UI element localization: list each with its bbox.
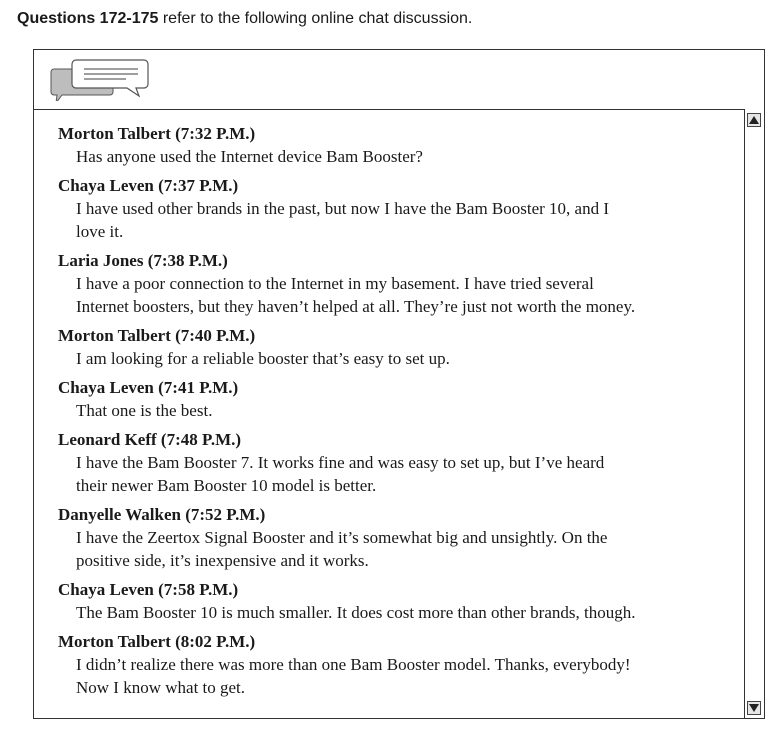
message-author: Danyelle Walken (7:52 P.M.) xyxy=(58,505,266,524)
message-text-line: I didn’t realize there was more than one Bam Booster model. Thanks, everybody! xyxy=(76,655,631,674)
message-text-line: The Bam Booster 10 is much smaller. It does cost more than other brands, though. xyxy=(76,603,636,622)
chat-message xyxy=(58,325,718,370)
message-text-line: Has anyone used the Internet device Bam Booster? xyxy=(76,147,423,166)
message-author: Morton Talbert (7:40 P.M.) xyxy=(58,326,256,345)
scrollbar[interactable] xyxy=(744,109,764,718)
chat-window xyxy=(33,49,765,719)
message-text-line: love it. xyxy=(76,222,124,241)
question-range: Questions 172-175 xyxy=(17,10,159,27)
chat-message xyxy=(58,579,718,624)
message-text-line: I am looking for a reliable booster that’s easy to set up. xyxy=(76,349,450,368)
message-text-line: their newer Bam Booster 10 model is better. xyxy=(76,476,377,495)
intro-rest: refer to the following online chat discussion. xyxy=(158,10,473,27)
message-text-line: positive side, it’s inexpensive and it works. xyxy=(76,551,369,570)
message-list xyxy=(58,123,718,706)
message-author: Chaya Leven (7:58 P.M.) xyxy=(58,580,239,599)
message-author: Laria Jones (7:38 P.M.) xyxy=(58,251,228,270)
message-author: Chaya Leven (7:41 P.M.) xyxy=(58,378,239,397)
message-text-line: That one is the best. xyxy=(76,401,213,420)
message-text-line: I have a poor connection to the Internet in my basement. I have tried several xyxy=(76,274,594,293)
message-text-line: I have the Zeertox Signal Booster and it’s somewhat big and unsightly. On the xyxy=(76,528,608,547)
chat-message xyxy=(58,123,718,168)
message-author: Leonard Keff (7:48 P.M.) xyxy=(58,430,242,449)
chat-message xyxy=(58,631,718,699)
chat-message xyxy=(58,429,718,497)
message-text-line: I have used other brands in the past, but now I have the Bam Booster 10, and I xyxy=(76,199,610,218)
message-author: Morton Talbert (7:32 P.M.) xyxy=(58,124,256,143)
message-author: Chaya Leven (7:37 P.M.) xyxy=(58,176,239,195)
chat-message xyxy=(58,377,718,422)
chat-bubbles-icon xyxy=(50,57,150,106)
chat-message xyxy=(58,250,718,318)
scroll-down-arrow-icon[interactable] xyxy=(747,701,761,715)
chat-message xyxy=(58,175,718,243)
scroll-up-arrow-icon[interactable] xyxy=(747,113,761,127)
chat-header xyxy=(34,50,764,110)
message-text-line: Now I know what to get. xyxy=(76,678,246,697)
message-text-line: Internet boosters, but they haven’t helped at all. They’re just not worth the money. xyxy=(76,297,636,316)
message-text-line: I have the Bam Booster 7. It works fine and was easy to set up, but I’ve heard xyxy=(76,453,605,472)
chat-message xyxy=(58,504,718,572)
intro-text xyxy=(17,10,472,28)
message-author: Morton Talbert (8:02 P.M.) xyxy=(58,632,256,651)
